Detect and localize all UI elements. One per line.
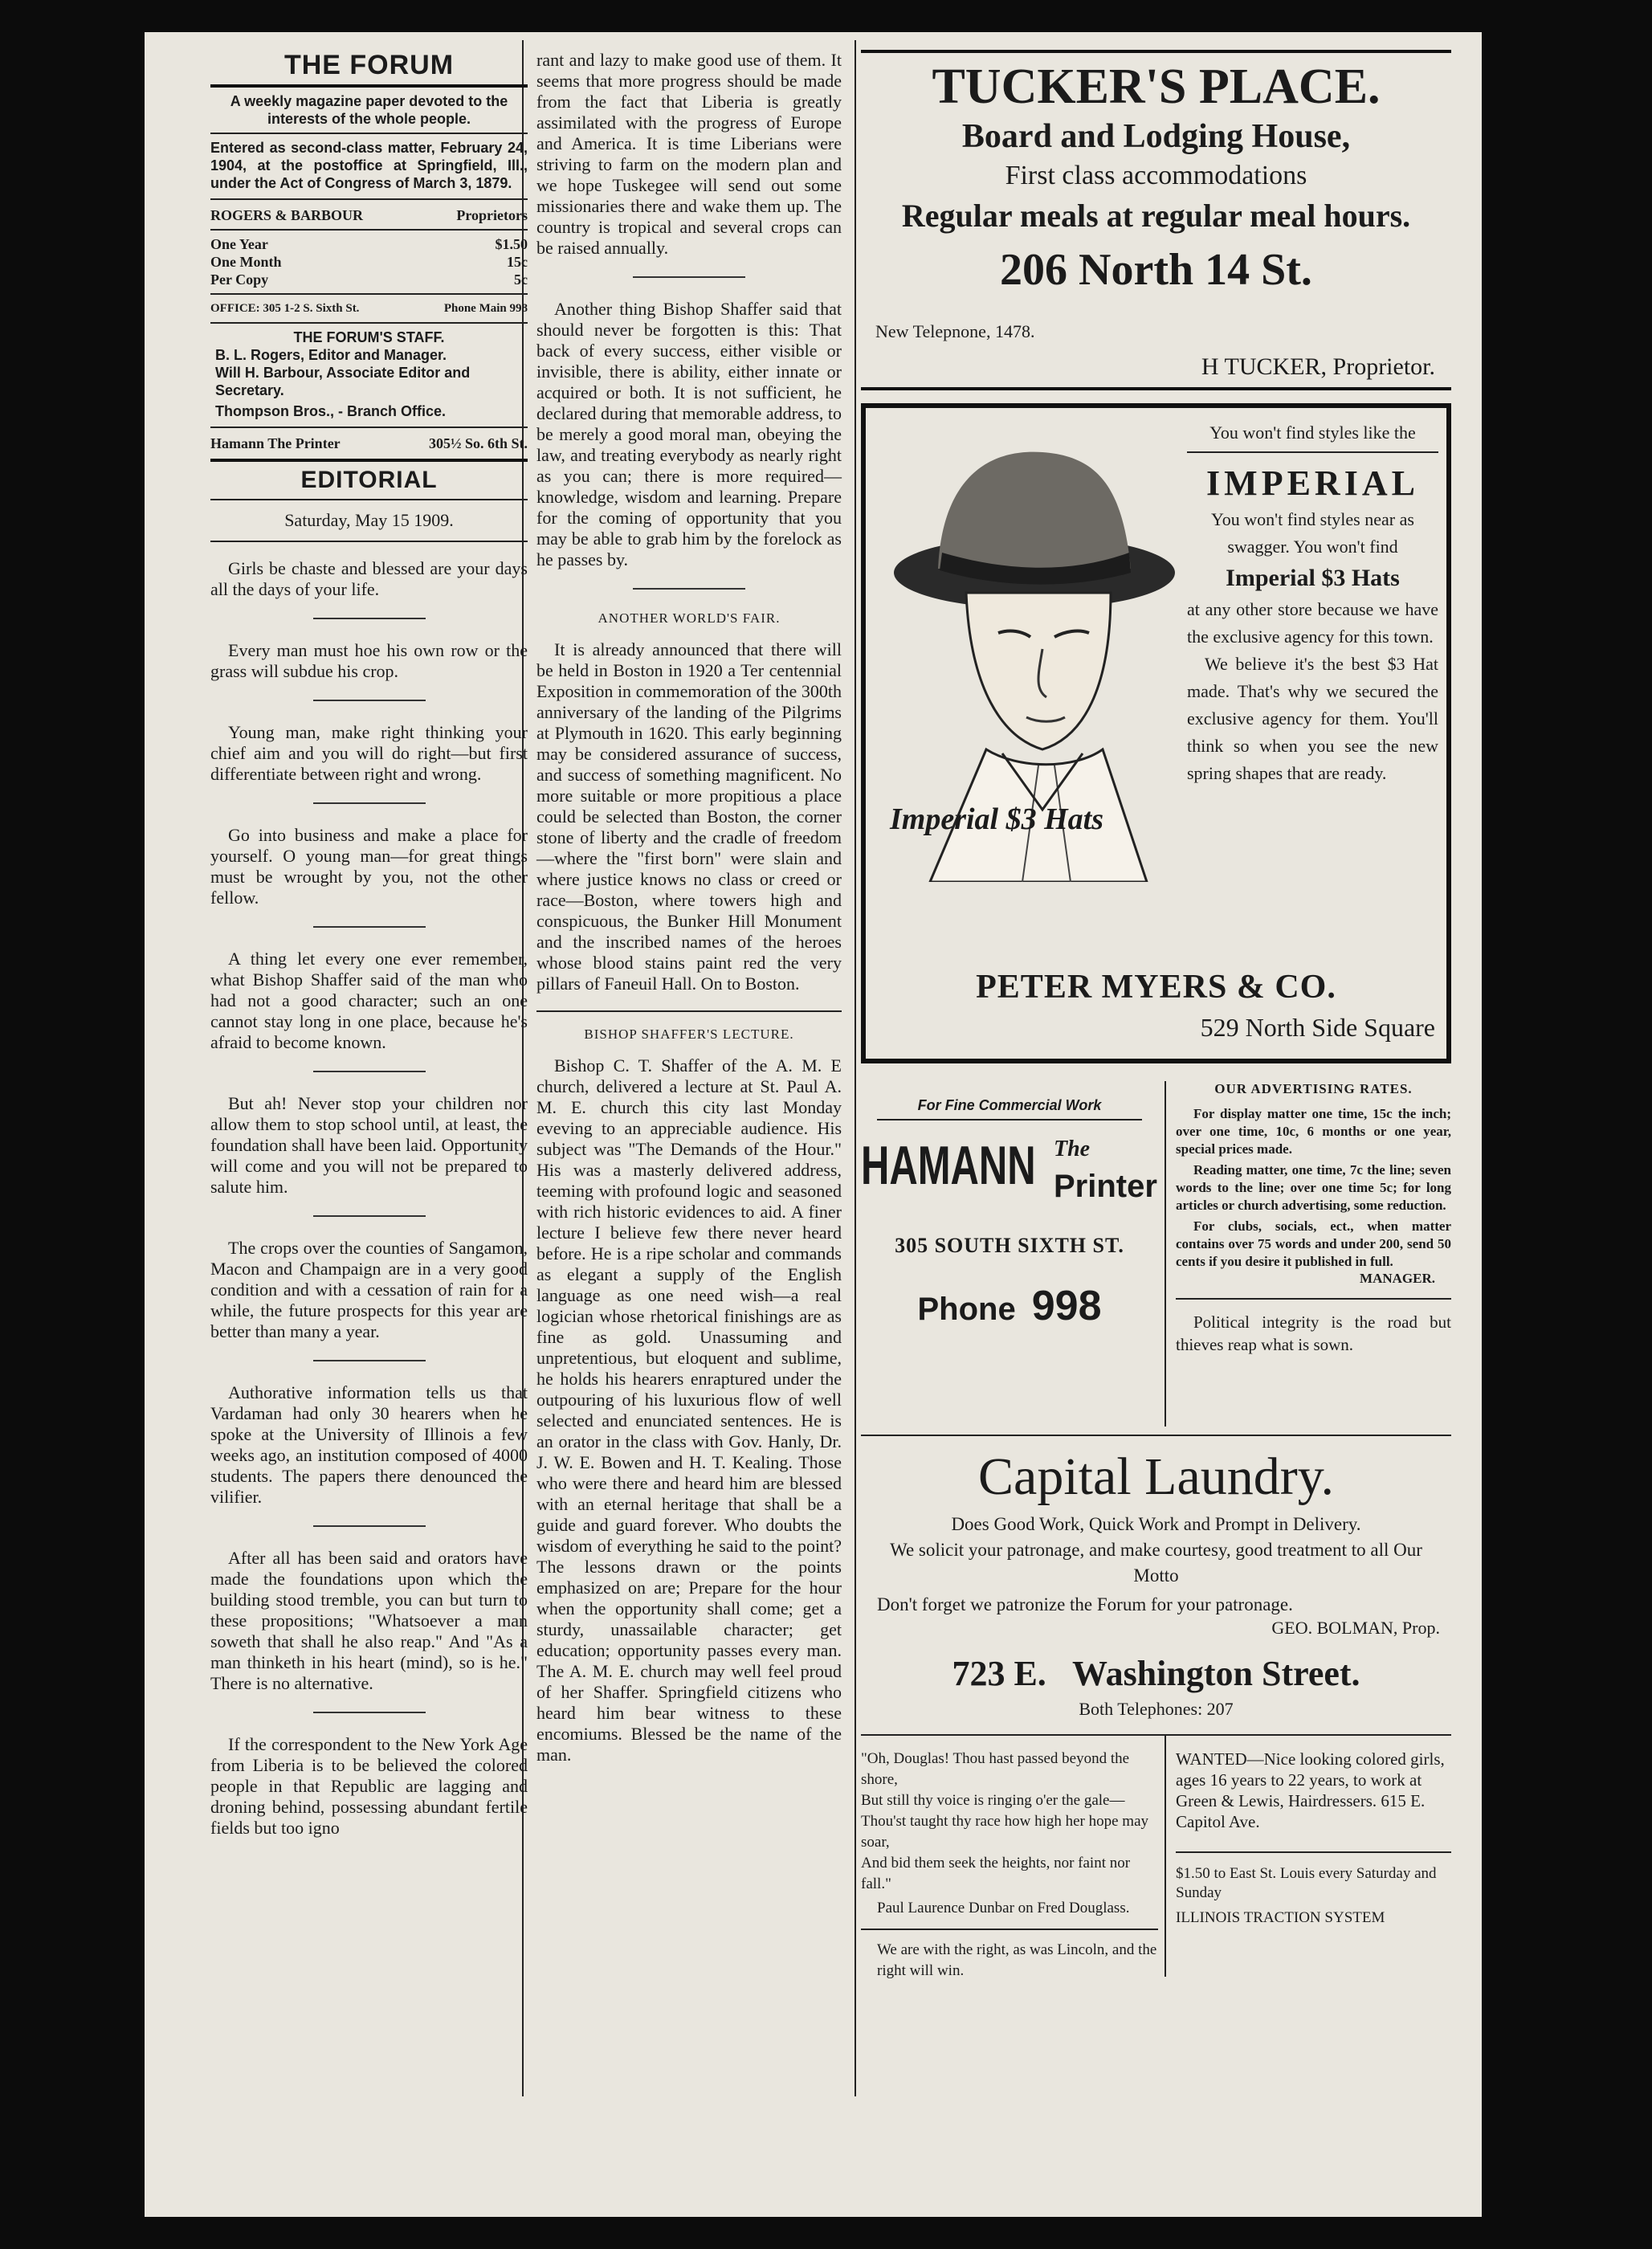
separator (313, 1215, 426, 1217)
imperial-line-2: You won't find styles near as swagger. You won't find (1211, 509, 1414, 557)
masthead-rule (210, 84, 528, 88)
editorial-paragraph: If the correspondent to the New York Age from Liberia is to be believed the colored people in that Republic are lagging and droning behind, possessing abundant fertile fields but too igno (210, 1734, 528, 1838)
imperial-hats-ad (861, 403, 1451, 1063)
rule (861, 50, 1451, 53)
proprietors-name: ROGERS & BARBOUR (210, 207, 364, 223)
separator (633, 588, 745, 590)
rule (210, 459, 528, 462)
column-one (210, 50, 528, 1839)
worlds-fair-paragraph: It is already announced that there will be held in Boston in 1920 a Ter centennial Exposition in commemoration of the 300th anniversary of the landing of the Pilgrims at Plymouth in 1620. This early beginning may be considered assurance of success, and success of something magnificent. No more suitable or more propitious a place could be selected than Boston, the corner stone of liberty and the cradle of freedom—where the "first born" were slain and where justice knows no class or creed or race—Boston, where towers high and conspicuous, the Bunker Hill Monument and the inscribed names of the heroes whose blood stains paint red the very pillars of Faneuil Hall. On to Boston. (536, 639, 842, 994)
staff-title: THE FORUM'S STAFF. (293, 329, 445, 345)
editorial-title: EDITORIAL (300, 467, 438, 493)
rate-label: One Month (210, 254, 282, 270)
staff-line: B. L. Rogers, Editor and Manager. (215, 347, 447, 363)
tucker-title: TUCKER'S PLACE. (932, 59, 1381, 114)
laundry-line-1: Does Good Work, Quick Work and Prompt in Delivery. (951, 1514, 1361, 1534)
separator (633, 276, 745, 278)
laundry-prop: GEO. BOLMAN, Prop. (1271, 1618, 1440, 1638)
laundry-address: 723 E. Washington Street. (952, 1654, 1360, 1693)
separator (313, 618, 426, 619)
separator (313, 802, 426, 804)
myers-company: PETER MYERS & CO. (976, 969, 1336, 1006)
imperial-line-1: You won't find styles like the (1209, 422, 1416, 443)
hamann-ad (861, 1097, 1158, 1330)
adrates-title: OUR ADVERTISING RATES. (1214, 1081, 1413, 1096)
imperial-text-block (1187, 419, 1438, 787)
laundry-line-2: We solicit your patronage, and make courtesy, good treatment to all Our Motto (890, 1540, 1422, 1586)
tucker-line-1: Board and Lodging House, (961, 118, 1351, 155)
rate-price: $1.50 (495, 236, 528, 252)
hamann-printer-block (1054, 1137, 1157, 1205)
lower-ads (861, 1081, 1451, 1427)
editorial-paragraph: Authorative information tells us that Vardaman had only 30 hearers when he spoke at the University of Illinois a few weeks ago, an institution composed of 4000 students. The papers there denounced the vilifier. (210, 1382, 528, 1507)
printer-address: 305½ So. 6th St. (428, 435, 528, 451)
myers-block (866, 968, 1446, 1043)
rate-label: Per Copy (210, 271, 269, 288)
traction-ad: $1.50 to East St. Louis every Saturday and Sunday (1176, 1865, 1437, 1901)
wanted-ad: WANTED—Nice looking colored girls, ages 16 years to 22 years, to work at Green & Lewis, Hairdressers. 615 E. Capitol Ave. (1176, 1749, 1445, 1831)
rule (861, 1435, 1451, 1436)
staff-line: Will H. Barbour, Associate Editor and Secretary. (215, 365, 471, 398)
rate-price: 15c (507, 254, 528, 270)
rule (861, 1929, 1158, 1930)
editorial-date: Saturday, May 15 1909. (284, 510, 454, 530)
editorial-paragraph: After all has been said and orators have made the foundations upon which the building stood tremble, you can but turn to these propositions; "Whatsoever a man soweth that shall he also reap." And "As a man thinketh in his heart (mind), so is he." There is no alternative. (210, 1548, 528, 1693)
separator (313, 1712, 426, 1713)
rule (1176, 1298, 1451, 1300)
hamann-tag: For Fine Commercial Work (917, 1097, 1102, 1113)
rule (210, 198, 528, 200)
imperial-line-3: Imperial $3 Hats (1226, 565, 1400, 591)
editorial-paragraph: A thing let every one ever remember, what Bishop Shaffer said of the man who had not a good character; such an one cannot stay long in one place, because he's afraid to become known. (210, 949, 528, 1052)
editorial-paragraph: The crops over the counties of Sangamon, Macon and Champaign are in a very good condition and with a cessation of rain for a while, the future prospects for this year are better than many a year. (210, 1238, 528, 1341)
adrates-paragraph: For display matter one time, 15c the inch; over one time, 10c, 6 months or one year, special prices made. (1176, 1106, 1451, 1157)
shaffer-paragraph: Another thing Bishop Shaffer said that should never be forgotten is this: That back of every success, either visible or invisible, there is ability, either innate or acquired or both. It is not sufficient, he declared during that memorable address, to be merely a good moral man, obeying the law, and treating everybody as nearly right as you can; there is more required—knowledge, wisdom and learning. Prepare for the coming of opportunity that you may be able to grab him by the forelock as he passes by. (536, 299, 842, 569)
proprietors-label: Proprietors (456, 207, 528, 223)
rule (210, 322, 528, 324)
imperial-line-4: at any other store because we have the exclusive agency for this town. (1187, 599, 1438, 647)
rate-label: One Year (210, 236, 268, 252)
hamann-the: The (1054, 1137, 1091, 1161)
political-note: Political integrity is the road but thieves reap what is sown. (1176, 1312, 1451, 1354)
office-phone: Phone Main 998 (443, 302, 528, 315)
hat-caption: Imperial $3 Hats (890, 802, 1104, 836)
staff-line: Thompson Bros., - Branch Office. (215, 403, 447, 419)
imperial-line-5: We believe it's the best $3 Hat made. That's why we secured the exclusive agency for them. You'll think so when you see the new spring shapes that are ready. (1187, 654, 1438, 783)
hamann-printer: Printer (1054, 1169, 1157, 1204)
hamann-phone: 998 (1031, 1283, 1102, 1329)
tucker-telephone: New Telepnone, 1478. (875, 321, 1035, 341)
tucker-line-2: First class accommodations (1005, 161, 1307, 190)
printer-row (210, 435, 528, 452)
rule (210, 133, 528, 134)
separator (313, 1525, 426, 1527)
column-two (528, 50, 850, 1765)
editorial-paragraph: Every man must hoe his own row or the grass will subdue his crop. (210, 640, 528, 681)
poem-line: But still thy voice is ringing o'er the gale— (861, 1792, 1125, 1809)
poem-line: Thou'st taught thy race how high her hope may soar, (861, 1813, 1149, 1851)
masthead-entry: Entered as second-class matter, February 24, 1904, at the postoffice at Springfield, Ill., under the Act of Congress of March 3, 1879. (210, 140, 528, 191)
column-rule-bottom (1165, 1736, 1166, 1977)
separator (313, 1071, 426, 1072)
rule (210, 229, 528, 231)
adrates-paragraph: For clubs, socials, ect., when matter contains over 75 words and under 200, send 50 cents if you desire it published in full. (1176, 1218, 1451, 1269)
rule (1176, 1851, 1451, 1853)
tucker-proprietor: H TUCKER, Proprietor. (1201, 353, 1435, 380)
hamann-phone-label: Phone (917, 1292, 1016, 1327)
masthead-tagline: A weekly magazine paper devoted to the interests of the whole people. (230, 93, 508, 127)
printer-name: Hamann The Printer (210, 435, 341, 451)
lecture-title: BISHOP SHAFFER'S LECTURE. (584, 1027, 794, 1042)
imperial-brand: IMPERIAL (1206, 463, 1419, 503)
poem-line: "Oh, Douglas! Thou hast passed beyond the shore, (861, 1750, 1130, 1788)
tucker-address: 206 North 14 St. (1000, 245, 1312, 295)
laundry-line-3: Don't forget we patronize the Forum for your patronage. (877, 1594, 1293, 1614)
liberia-continued: rant and lazy to make good use of them. It seems that more progress should be made from the fact that Liberia is greatly assimilated with the progress of Europe and America. It is time Liberians were striving to farm on the modern plan and we hope Tuskegee will send out some missionaries there and wake them up. The country is tropical and several crops can be raised annually. (536, 50, 842, 258)
laundry-phones: Both Telephones: 207 (1079, 1699, 1234, 1719)
hamann-name: HAMANN (861, 1135, 1036, 1196)
lecture-paragraph: Bishop C. T. Shaffer of the A. M. E church, delivered a lecture at St. Paul A. M. E. church this city last Monday eveving to an appreciable audience. His subject was "The Demands of the Hour." His was a masterly delivered address, teeming with profound logic and seasoned with rich historic evidences to aid. A finer lecture I believe few there never heard before. He is a ripe scholar and commands as elegant a supply of the English language as one need wish—a real logician whose rhetorical finishings are as fine as gold. Unassuming and unpretentious, but eloquent and sublime, he holds his hearers enraptured under the outpouring of his luxurious flow of well selected and enunciated sentences. He is an orator in the class with Gov. Hanly, Dr. J. W. E. Bowen and H. T. Kealing. Those who were there and heard him are blessed with an eternal heritage that shall be a guide and guard forever. Who doubts the wisdom of everything he said to the point? The lessons drawn or the points emphasized on are; Prepare for the hour when the opportunity shall come; get a sturdy, unassailable character; get education; opportunity passes every man. The A. M. E. church may well feel proud of her Shaffer. Springfield citizens who heard him bear witness to these encomiums. Blessed be the name of the man. (536, 1055, 842, 1765)
laundry-title: Capital Laundry. (978, 1447, 1334, 1506)
tucker-line-3: Regular meals at regular meal hours. (901, 198, 1411, 234)
editorial-paragraph: Girls be chaste and blessed are your days all the days of your life. (210, 558, 528, 599)
column-rule-ad (1165, 1081, 1166, 1427)
rule (536, 1010, 842, 1012)
rate-row (210, 235, 528, 253)
rate-row (210, 271, 528, 288)
rate-row (210, 253, 528, 271)
poem-block (861, 1749, 1158, 1982)
lincoln-note: We are with the right, as was Lincoln, and the right will win. (877, 1941, 1157, 1979)
rule (210, 427, 528, 428)
separator (313, 1360, 426, 1361)
myers-address: 529 North Side Square (1200, 1013, 1435, 1042)
column-rule-2 (855, 40, 856, 2096)
rule (1187, 451, 1438, 453)
newspaper-page (145, 32, 1482, 2217)
adrates-manager: MANAGER. (1360, 1271, 1435, 1286)
proprietors-row (210, 206, 528, 224)
adrates-block (1176, 1081, 1451, 1356)
poem-line: And bid them seek the heights, nor faint nor fall." (861, 1855, 1131, 1892)
hamann-phone-row (861, 1282, 1158, 1330)
rate-price: 5c (514, 271, 528, 288)
separator (313, 700, 426, 701)
hamann-address: 305 SOUTH SIXTH ST. (895, 1234, 1124, 1257)
bottom-section (861, 1736, 1451, 1977)
rule (861, 387, 1451, 390)
editorial-paragraph: Go into business and make a place for yourself. O young man—for great things must be wrought by you, not the other fellow. (210, 825, 528, 908)
traction-name: ILLINOIS TRACTION SYSTEM (1176, 1909, 1385, 1926)
masthead-title: THE FORUM (283, 50, 455, 80)
rule (877, 1119, 1142, 1120)
classifieds-block (1176, 1749, 1451, 1927)
separator (313, 926, 426, 928)
rule (210, 293, 528, 295)
rule (210, 499, 528, 500)
worlds-fair-title: ANOTHER WORLD'S FAIR. (598, 610, 781, 626)
office-row (210, 300, 528, 317)
column-three (861, 50, 1451, 1977)
poem-attribution: Paul Laurence Dunbar on Fred Douglass. (877, 1900, 1130, 1916)
hamann-name-row (861, 1137, 1158, 1205)
rule (210, 541, 528, 542)
office-address: OFFICE: 305 1-2 S. Sixth St. (210, 302, 360, 315)
adrates-paragraph: Reading matter, one time, 7c the line; seven words to the line; over one time 5c; for long articles or church advertising, some reduction. (1176, 1162, 1451, 1213)
editorial-paragraph: Young man, make right thinking your chief aim and you will do right—but first differentiate between right and wrong. (210, 722, 528, 784)
editorial-paragraph: But ah! Never stop your children nor allow them to stop school until, at least, the foundation shall have been laid. Opportunity will come and you will not be prepared to salute him. (210, 1093, 528, 1197)
